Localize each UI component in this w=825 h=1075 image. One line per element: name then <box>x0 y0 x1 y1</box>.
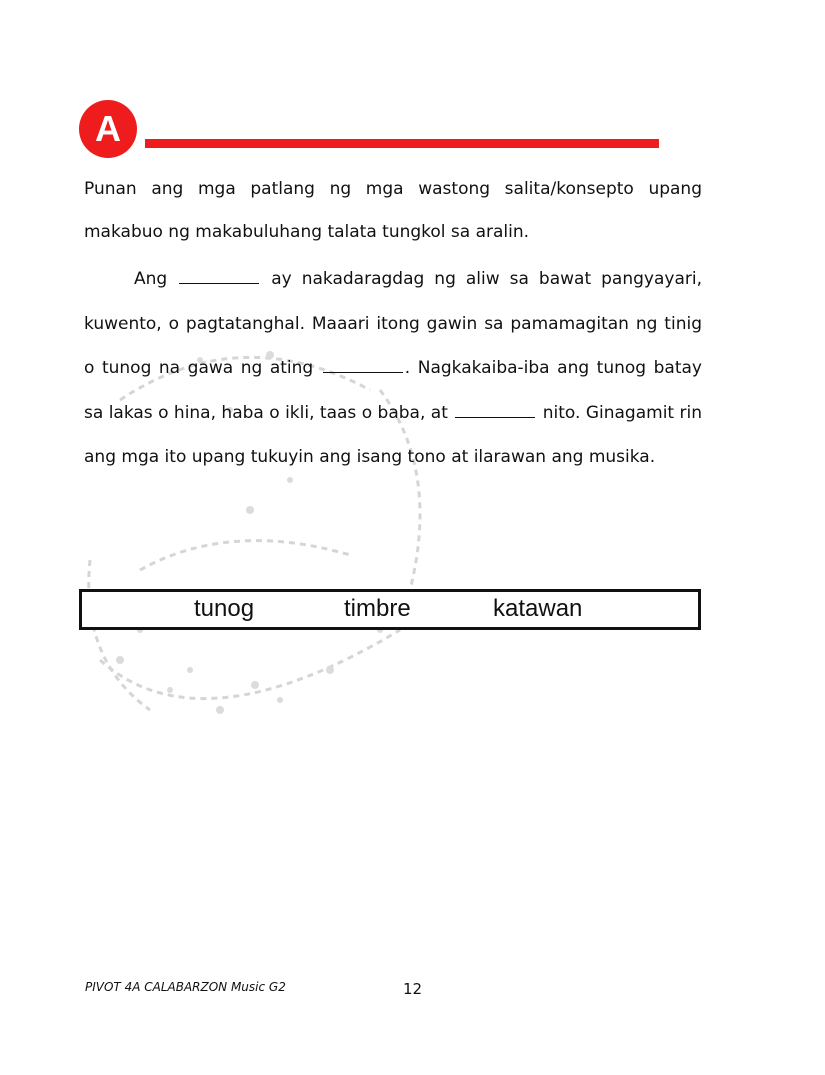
paragraph-text-3: . Nagkakaiba-iba ang tunog batay sa lakas o hina, haba o ikli, taas o baba, at <box>84 358 702 423</box>
paragraph-text-4: nito. Ginagamit rin ang mga ito upang tukuyin ang isang tono at ilarawan ang musika. <box>84 402 703 467</box>
section-header <box>79 100 669 160</box>
answer-blank-3[interactable] <box>455 400 535 418</box>
section-letter-badge: A <box>79 100 137 158</box>
instructions-text: Punan ang mga patlang ng mga wastong salita/konsepto upang makabuo ng makabuluhang talata tungkol sa aralin. <box>84 179 702 242</box>
word-bank-item: tunog <box>194 595 255 622</box>
section-title-bar <box>145 139 659 148</box>
page-number: 12 <box>403 980 423 998</box>
footer-label: PIVOT 4A CALABARZON Music G2 <box>85 980 286 994</box>
word-bank-item: timbre <box>344 595 411 622</box>
answer-blank-1[interactable] <box>179 266 259 284</box>
word-bank-box <box>79 589 701 630</box>
answer-blank-2[interactable] <box>323 355 403 373</box>
paragraph-text-2: ay nakadaragdag ng aliw sa bawat pangyayari, kuwento, o pagtatanghal. Maaari itong gawin sa pamamagitan ng tinig o tunog na gawa ng ating <box>84 269 702 378</box>
word-bank-item: katawan <box>493 595 583 622</box>
paragraph-text-1: Ang <box>134 269 168 289</box>
fill-in-paragraph <box>84 257 702 480</box>
